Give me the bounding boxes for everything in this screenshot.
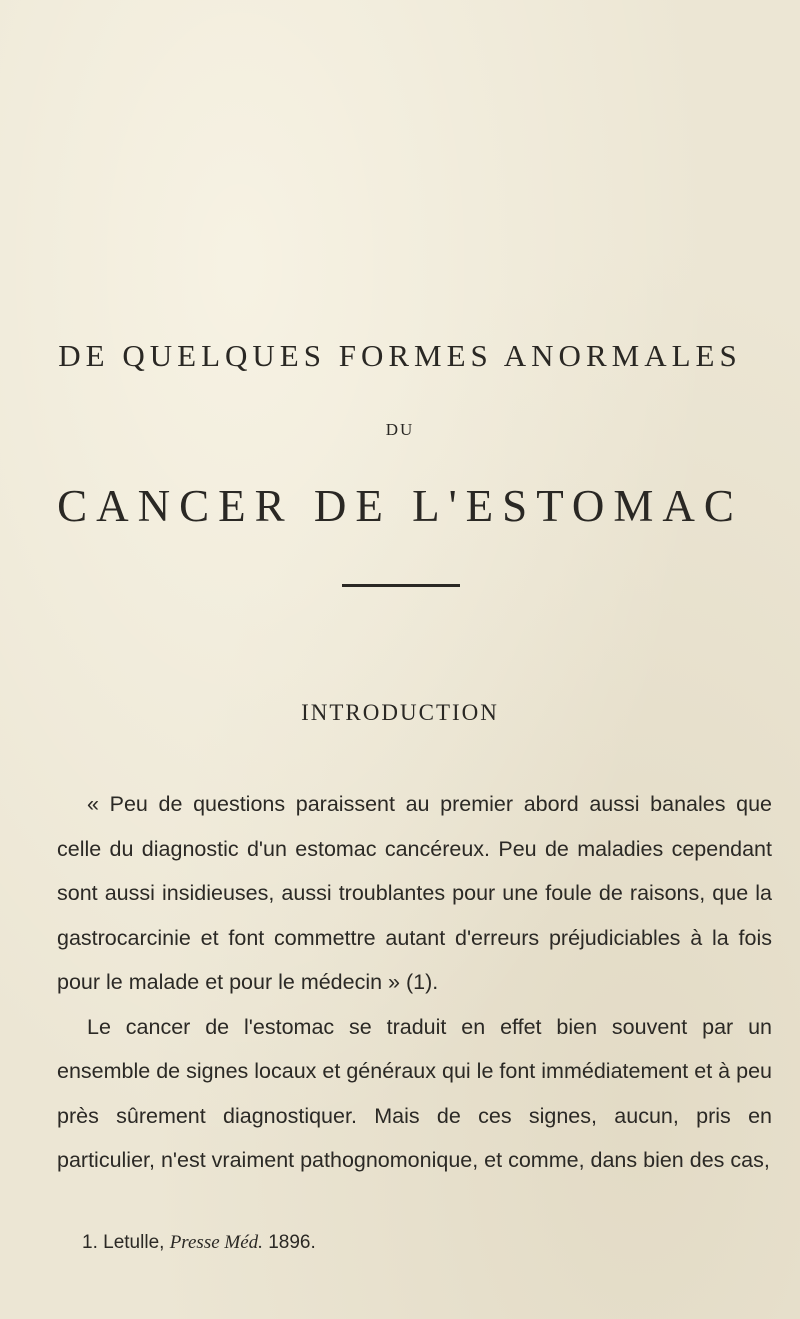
footnote-source: Presse Méd. (169, 1232, 263, 1253)
paragraph-1: « Peu de questions paraissent au premier abord aussi banales que celle du diagnostic d'un estomac cancéreux. Peu de maladies cependant sont aussi insidieuses, aussi troublantes pour une foule de raisons, que la gastrocarcinie et font commettre autant d'erreurs préjudiciables à la fois pour le malade et pour le médecin » (1). (57, 792, 772, 994)
body-text (57, 782, 772, 1183)
title-line-1: DE QUELQUES FORMES ANORMALES (58, 338, 742, 373)
footnote-number: 1. (82, 1232, 98, 1253)
section-heading: INTRODUCTION (301, 700, 499, 725)
paragraph-2: Le cancer de l'estomac se traduit en effet bien souvent par un ensemble de signes locaux et généraux qui le font immédiatement et à peu près sûrement diagnostiquer. Mais de ces signes, aucun, pris en particulier, n'est vraiment pathognomonique, et comme, dans bien des cas, (57, 1014, 772, 1172)
title-divider (342, 584, 460, 587)
footnote (82, 1232, 772, 1254)
footnote-author: Letulle, (103, 1232, 165, 1253)
title-connector: DU (385, 420, 415, 439)
title-line-2: CANCER DE L'ESTOMAC (57, 481, 743, 531)
footnote-year: 1896. (268, 1232, 316, 1253)
